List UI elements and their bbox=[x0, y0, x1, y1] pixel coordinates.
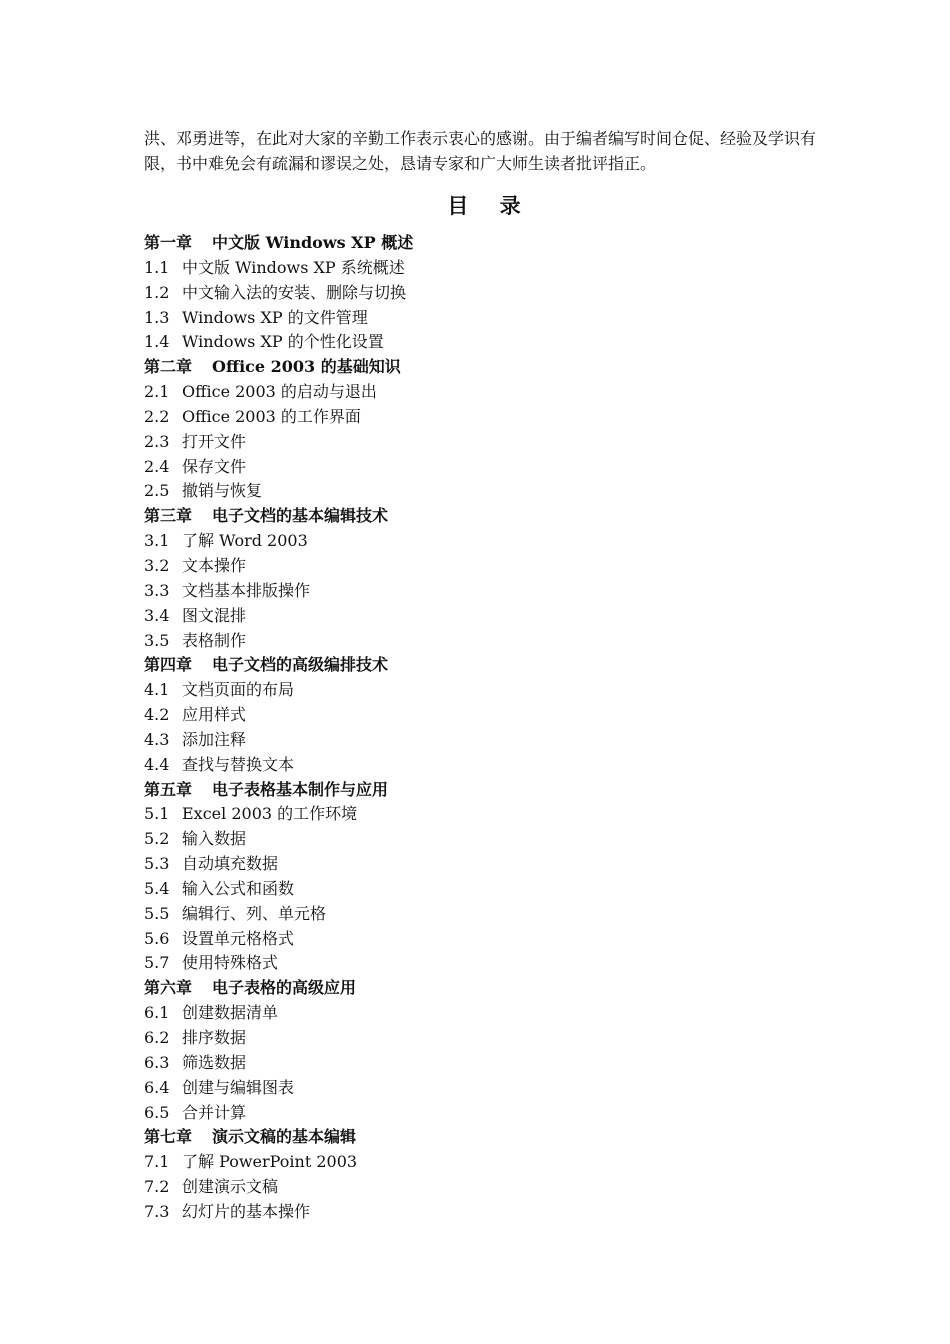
section-number: 7.2 bbox=[144, 1177, 170, 1197]
section-title: 输入公式和函数 bbox=[182, 878, 295, 898]
section-title: 文档基本排版操作 bbox=[182, 580, 311, 600]
chapter-number: 第六章 bbox=[144, 978, 193, 998]
section-number: 5.2 bbox=[144, 829, 170, 849]
section-number: 1.4 bbox=[144, 332, 170, 352]
section-title: 编辑行、列、单元格 bbox=[182, 903, 327, 923]
section-number: 1.2 bbox=[144, 282, 170, 302]
chapter-number: 第七章 bbox=[144, 1127, 193, 1147]
section-title: 中文版 Windows XP 系统概述 bbox=[182, 257, 405, 277]
toc-section-entry bbox=[144, 703, 824, 728]
section-number: 4.4 bbox=[144, 754, 170, 774]
section-number: 2.3 bbox=[144, 431, 170, 451]
section-number: 2.1 bbox=[144, 382, 170, 402]
section-number: 6.5 bbox=[144, 1102, 170, 1122]
section-title: 表格制作 bbox=[182, 630, 247, 650]
section-title: 幻灯片的基本操作 bbox=[182, 1201, 311, 1221]
chapter-title: 电子文档的高级编排技术 bbox=[212, 655, 389, 675]
section-title: Office 2003 的工作界面 bbox=[182, 406, 361, 426]
section-number: 4.2 bbox=[144, 705, 170, 725]
section-title: 创建演示文稿 bbox=[182, 1177, 279, 1197]
toc-section-entry bbox=[144, 554, 824, 579]
section-title: Windows XP 的文件管理 bbox=[182, 307, 368, 327]
toc-section-entry bbox=[144, 1175, 824, 1200]
section-title: 合并计算 bbox=[182, 1102, 247, 1122]
section-number: 5.7 bbox=[144, 953, 170, 973]
toc-section-entry bbox=[144, 430, 824, 455]
chapter-number: 第五章 bbox=[144, 779, 193, 799]
section-title: 文档页面的布局 bbox=[182, 680, 295, 700]
section-number: 7.3 bbox=[144, 1201, 170, 1221]
toc-section-entry bbox=[144, 902, 824, 927]
section-number: 3.5 bbox=[144, 630, 170, 650]
section-number: 5.1 bbox=[144, 804, 170, 824]
section-title: 筛选数据 bbox=[182, 1052, 247, 1072]
toc-section-entry bbox=[144, 306, 824, 331]
toc-section-entry bbox=[144, 1101, 824, 1126]
intro-paragraph: 洪、邓勇进等，在此对大家的辛勤工作表示衷心的感谢。由于编者编写时间仓促、经验及学识有限，书中难免会有疏漏和谬误之处，恳请专家和广大师生读者批评指正。 bbox=[144, 129, 817, 173]
toc-section-entry bbox=[144, 604, 824, 629]
section-number: 7.1 bbox=[144, 1152, 170, 1172]
section-number: 5.5 bbox=[144, 903, 170, 923]
section-title: 输入数据 bbox=[182, 829, 247, 849]
toc-section-entry bbox=[144, 629, 824, 654]
section-number: 1.3 bbox=[144, 307, 170, 327]
toc-section-entry bbox=[144, 753, 824, 778]
chapter-title: 演示文稿的基本编辑 bbox=[212, 1127, 357, 1147]
section-title: 中文输入法的安装、删除与切换 bbox=[182, 282, 407, 302]
section-number: 3.4 bbox=[144, 605, 170, 625]
chapter-number: 第二章 bbox=[144, 357, 193, 377]
toc-section-entry bbox=[144, 529, 824, 554]
toc-section-entry bbox=[144, 479, 824, 504]
chapter-number: 第四章 bbox=[144, 655, 193, 675]
toc-section-entry bbox=[144, 1200, 824, 1225]
section-title: 了解 Word 2003 bbox=[182, 531, 308, 551]
section-title: Office 2003 的启动与退出 bbox=[182, 382, 377, 402]
toc-section-entry bbox=[144, 330, 824, 355]
section-title: 撤销与恢复 bbox=[182, 481, 263, 501]
section-number: 2.4 bbox=[144, 456, 170, 476]
section-number: 6.2 bbox=[144, 1028, 170, 1047]
section-number: 4.3 bbox=[144, 729, 170, 749]
toc-chapter-entry bbox=[144, 355, 824, 380]
section-title: 使用特殊格式 bbox=[182, 953, 279, 973]
toc-section-entry bbox=[144, 455, 824, 480]
toc-section-entry bbox=[144, 877, 824, 902]
section-number: 5.4 bbox=[144, 878, 170, 898]
toc-title: 目 录 bbox=[447, 193, 533, 218]
section-title: 了解 PowerPoint 2003 bbox=[182, 1152, 358, 1172]
section-title: 添加注释 bbox=[182, 729, 247, 749]
toc-section-entry bbox=[144, 1001, 824, 1026]
toc-section-entry bbox=[144, 927, 824, 952]
section-title: 查找与替换文本 bbox=[182, 754, 295, 774]
section-title: Windows XP 的个性化设置 bbox=[182, 332, 384, 352]
toc-section-entry bbox=[144, 951, 824, 976]
toc-section-entry bbox=[144, 380, 824, 405]
section-number: 2.5 bbox=[144, 481, 170, 501]
toc-section-entry bbox=[144, 579, 824, 604]
section-number: 3.1 bbox=[144, 531, 170, 551]
toc-chapter-entry bbox=[144, 231, 824, 256]
toc-chapter-entry bbox=[144, 653, 824, 678]
toc-section-entry bbox=[144, 281, 824, 306]
chapter-title: 中文版 Windows XP 概述 bbox=[212, 233, 414, 252]
section-title: 文本操作 bbox=[182, 555, 247, 575]
toc-section-entry bbox=[144, 1150, 824, 1175]
toc-section-entry bbox=[144, 728, 824, 753]
section-number: 1.1 bbox=[144, 257, 170, 277]
toc-section-entry bbox=[144, 827, 824, 852]
toc-chapter-entry bbox=[144, 778, 824, 803]
toc-section-entry bbox=[144, 256, 824, 281]
section-number: 6.1 bbox=[144, 1003, 170, 1023]
section-title: 应用样式 bbox=[182, 705, 247, 725]
toc-section-entry bbox=[144, 852, 824, 877]
document-page bbox=[144, 126, 824, 1225]
section-number: 5.6 bbox=[144, 928, 170, 948]
chapter-number: 第一章 bbox=[144, 233, 193, 252]
section-number: 4.1 bbox=[144, 680, 170, 700]
section-number: 3.2 bbox=[144, 555, 170, 575]
toc-section-entry bbox=[144, 1076, 824, 1101]
section-title: 图文混排 bbox=[182, 605, 247, 625]
toc-section-entry bbox=[144, 678, 824, 703]
section-title: 自动填充数据 bbox=[182, 854, 279, 874]
section-number: 2.2 bbox=[144, 406, 170, 426]
section-title: 创建数据清单 bbox=[182, 1003, 279, 1023]
toc-section-entry bbox=[144, 1051, 824, 1076]
toc-list bbox=[144, 231, 824, 1225]
toc-section-entry bbox=[144, 1026, 824, 1051]
toc-chapter-entry bbox=[144, 504, 824, 529]
chapter-title: Office 2003 的基础知识 bbox=[212, 357, 401, 377]
section-title: 排序数据 bbox=[182, 1028, 247, 1047]
chapter-title: 电子表格的高级应用 bbox=[212, 978, 357, 998]
chapter-title: 电子表格基本制作与应用 bbox=[212, 779, 389, 799]
section-number: 3.3 bbox=[144, 580, 170, 600]
toc-section-entry bbox=[144, 802, 824, 827]
section-number: 5.3 bbox=[144, 854, 170, 874]
toc-chapter-entry bbox=[144, 1125, 824, 1150]
section-title: Excel 2003 的工作环境 bbox=[182, 804, 358, 824]
section-title: 设置单元格格式 bbox=[182, 928, 295, 948]
section-number: 6.3 bbox=[144, 1052, 170, 1072]
section-number: 6.4 bbox=[144, 1077, 170, 1097]
toc-chapter-entry bbox=[144, 976, 824, 1001]
chapter-title: 电子文档的基本编辑技术 bbox=[212, 506, 389, 526]
section-title: 创建与编辑图表 bbox=[182, 1077, 295, 1097]
toc-section-entry bbox=[144, 405, 824, 430]
section-title: 打开文件 bbox=[182, 431, 247, 451]
chapter-number: 第三章 bbox=[144, 506, 193, 526]
section-title: 保存文件 bbox=[182, 456, 247, 476]
